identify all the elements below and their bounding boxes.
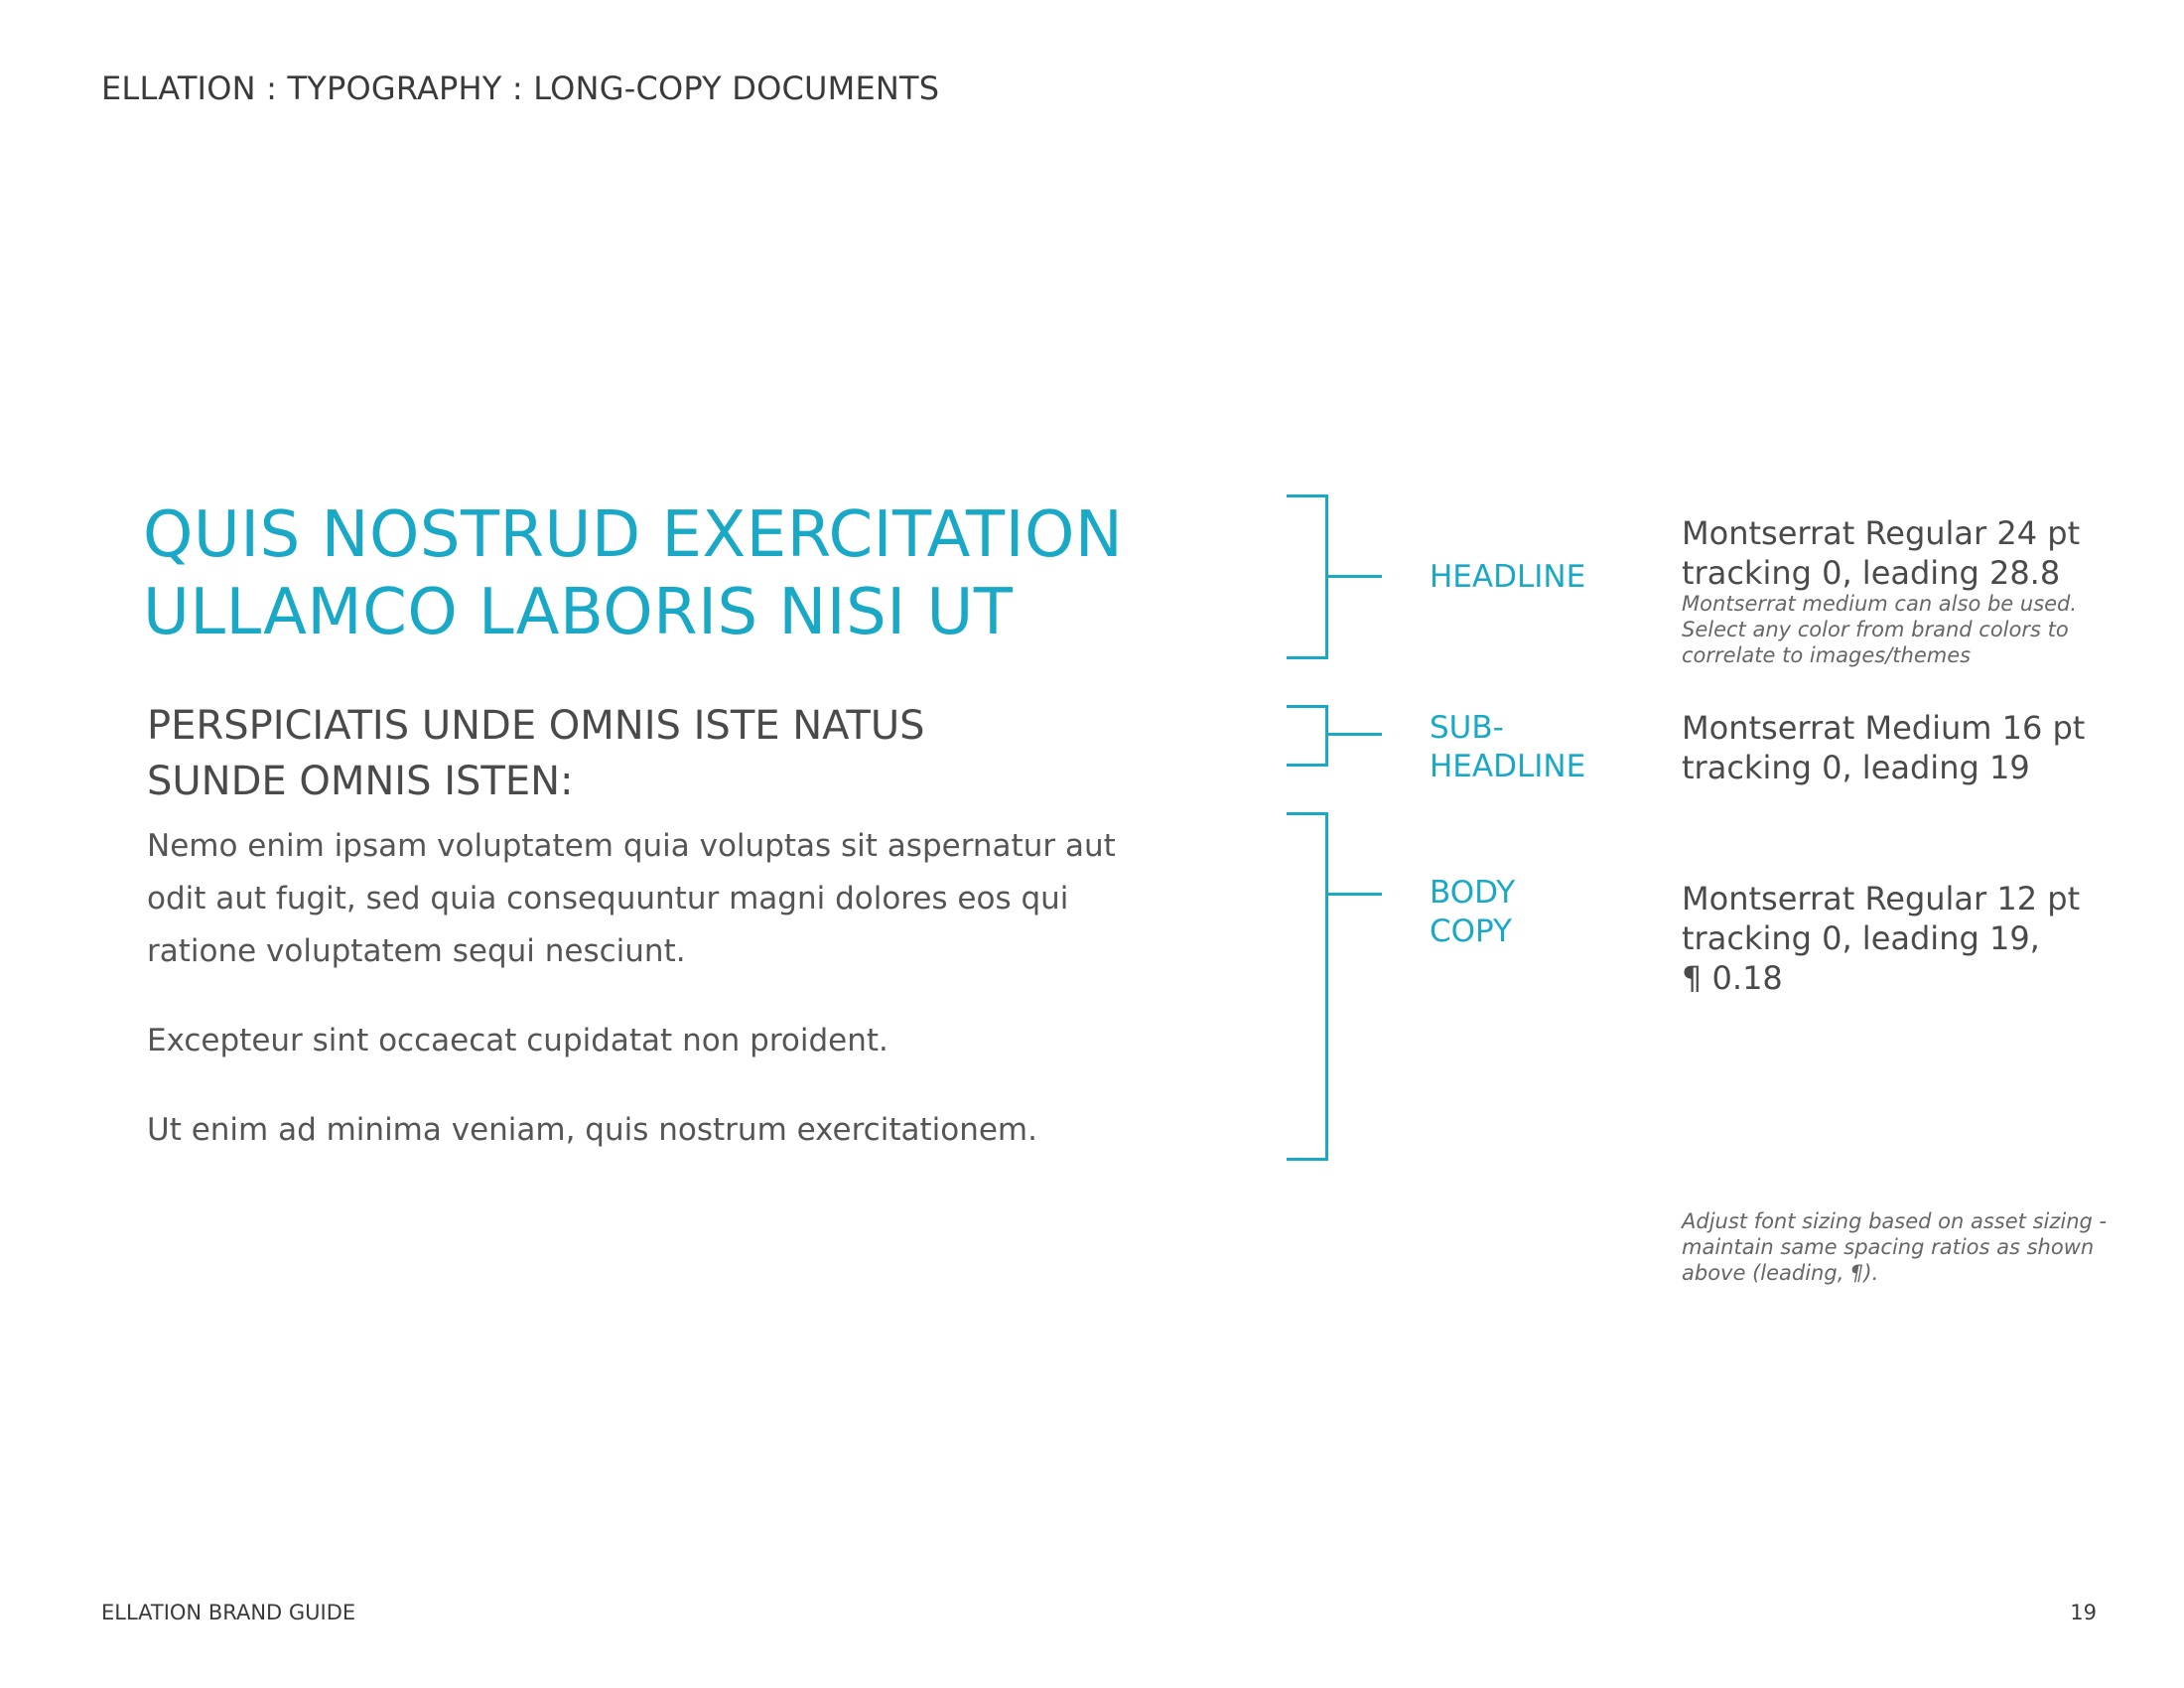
- headline-line-1: QUIS NOSTRUD EXERCITATION: [143, 498, 1124, 572]
- sizing-footnote-line-2: maintain same spacing ratios as shown: [1682, 1235, 2095, 1259]
- spec-headline-note-line-2: Select any color from brand colors to: [1682, 618, 2069, 641]
- subheadline-bracket: [1287, 705, 1328, 767]
- spec-subheadline: [1682, 708, 2085, 787]
- headline-bracket: [1287, 494, 1328, 659]
- spec-body-line-3: ¶ 0.18: [1682, 959, 1783, 997]
- label-body-line-2: COPY: [1430, 914, 1512, 949]
- spec-headline-note-line-3: correlate to images/themes: [1682, 643, 1972, 667]
- body-bracket: [1287, 812, 1328, 1161]
- spec-subheadline-line-2: tracking 0, leading 19: [1682, 749, 2030, 786]
- body-para-1-line-2: odit aut fugit, sed quia consequuntur magni dolores eos qui: [147, 881, 1069, 916]
- subheadline-line-1: PERSPICIATIS UNDE OMNIS ISTE NATUS: [147, 703, 925, 749]
- body-para-2: Excepteur sint occaecat cupidatat non proident.: [147, 1023, 888, 1058]
- label-body-line-1: BODY: [1430, 875, 1516, 911]
- label-headline: HEADLINE: [1430, 559, 1586, 595]
- spec-headline-note: [1682, 591, 2077, 668]
- sample-body-copy: [147, 820, 1116, 1148]
- headline-line-2: ULLAMCO LABORIS NISI UT: [143, 576, 1014, 649]
- headline-bracket-tick: [1328, 575, 1382, 578]
- label-body-copy: [1430, 874, 1515, 951]
- spec-headline-line-1: Montserrat Regular 24 pt: [1682, 514, 2081, 552]
- label-subheadline-line-2: HEADLINE: [1430, 749, 1586, 784]
- spec-headline-note-line-1: Montserrat medium can also be used.: [1682, 592, 2078, 616]
- sample-subheadline: [147, 698, 925, 809]
- spec-headline-line-2: tracking 0, leading 28.8: [1682, 554, 2061, 592]
- body-para-3: Ut enim ad minima veniam, quis nostrum exercitationem.: [147, 1112, 1037, 1148]
- page-number: 19: [2070, 1601, 2097, 1624]
- label-subheadline-line-1: SUB-: [1430, 710, 1504, 746]
- spec-body-line-2: tracking 0, leading 19,: [1682, 919, 2040, 957]
- sizing-footnote: [1682, 1208, 2107, 1286]
- spec-subheadline-line-1: Montserrat Medium 16 pt: [1682, 709, 2086, 747]
- body-bracket-tick: [1328, 893, 1382, 896]
- spec-headline: [1682, 513, 2080, 593]
- body-para-1-line-3: ratione voluptatem sequi nesciunt.: [147, 933, 686, 969]
- sizing-footnote-line-3: above (leading, ¶).: [1682, 1261, 1879, 1285]
- sample-headline: [143, 496, 1123, 651]
- body-para-1-line-1: Nemo enim ipsam voluptatem quia voluptas sit aspernatur aut: [147, 828, 1116, 864]
- spec-body-line-1: Montserrat Regular 12 pt: [1682, 880, 2081, 917]
- page-title: ELLATION : TYPOGRAPHY : LONG-COPY DOCUMENTS: [101, 70, 940, 107]
- subheadline-bracket-tick: [1328, 733, 1382, 736]
- spec-body: [1682, 879, 2080, 998]
- footer-brand: ELLATION BRAND GUIDE: [101, 1601, 356, 1624]
- subheadline-line-2: SUNDE OMNIS ISTEN:: [147, 759, 574, 804]
- label-subheadline: [1430, 709, 1585, 786]
- sizing-footnote-line-1: Adjust font sizing based on asset sizing -: [1682, 1209, 2108, 1233]
